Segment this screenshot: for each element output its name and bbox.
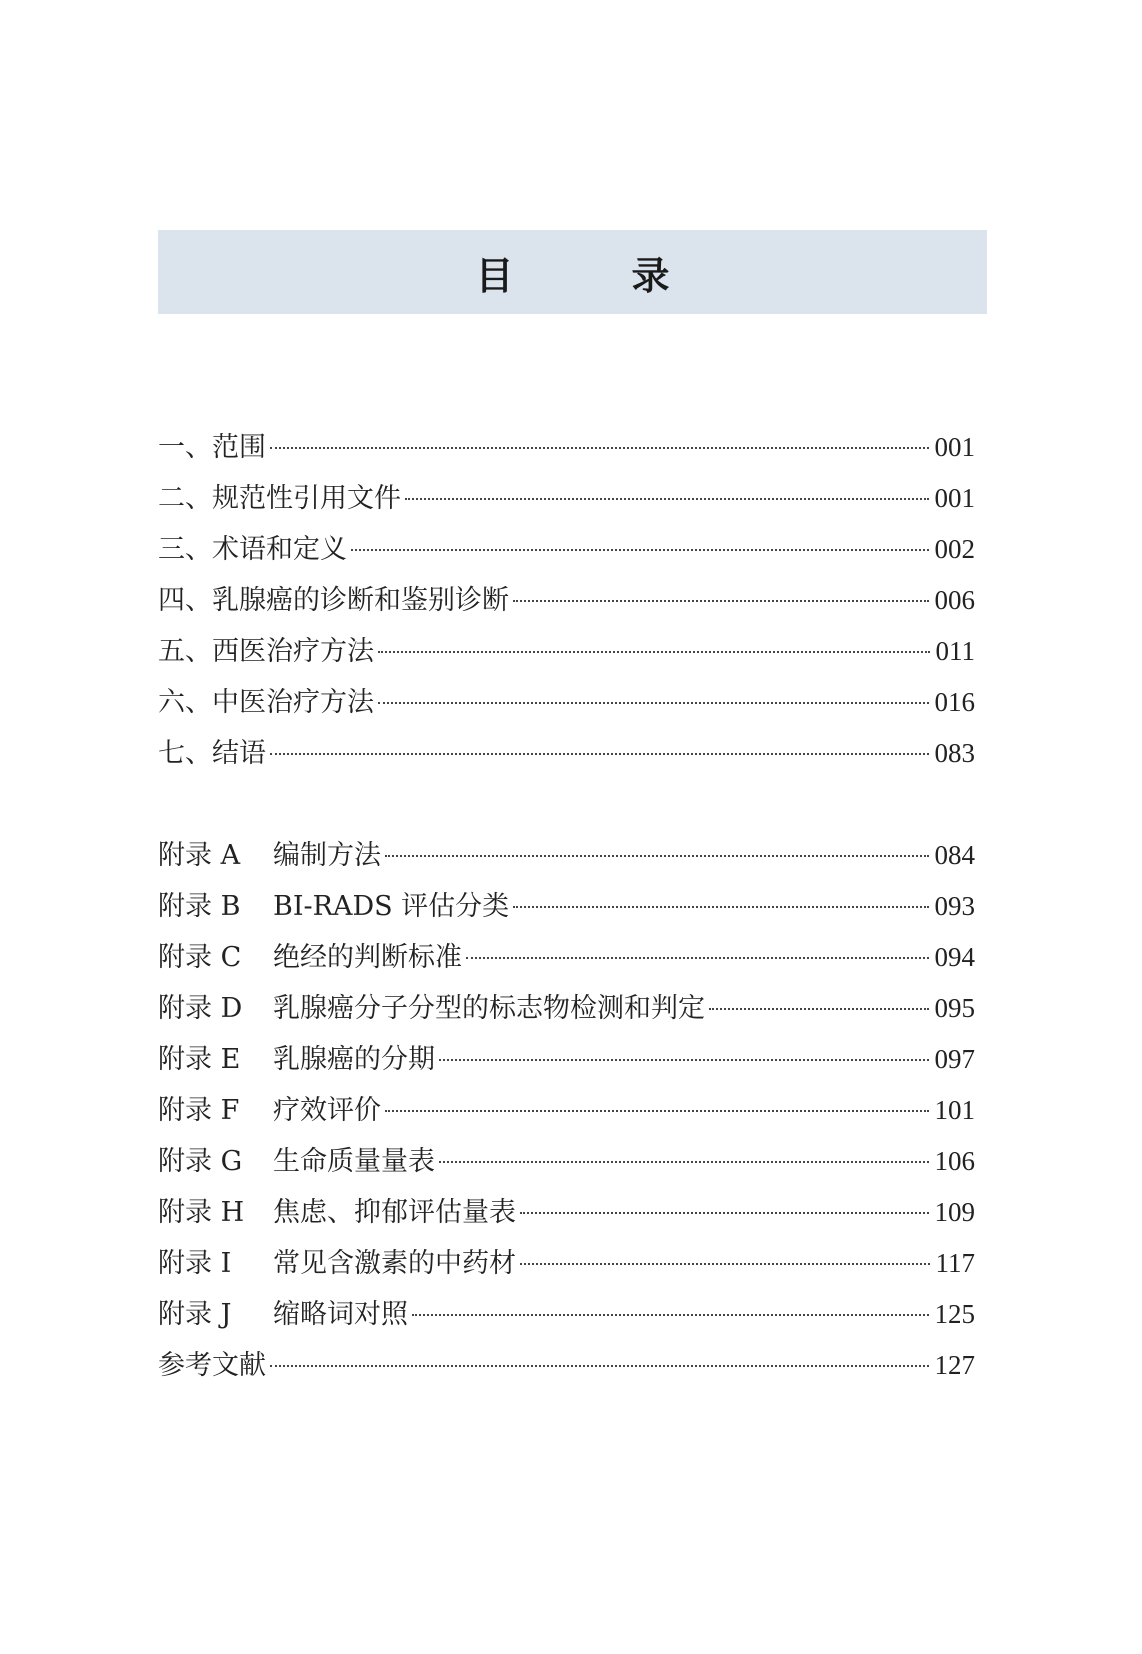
entry-title: 乳腺癌分子分型的标志物检测和判定 xyxy=(273,993,705,1024)
page-number: 001 xyxy=(934,483,975,513)
page-number: 011 xyxy=(935,636,975,666)
page-number: 101 xyxy=(934,1095,975,1125)
appendix-prefix: 附录 C xyxy=(158,942,242,973)
entry-title: 五、西医治疗方法 xyxy=(158,636,374,667)
dot-leader xyxy=(439,1059,929,1061)
toc-title: 目 录 xyxy=(475,252,710,298)
entry-title: 缩略词对照 xyxy=(273,1299,408,1330)
toc-entry[interactable] xyxy=(158,1289,975,1340)
dot-leader xyxy=(385,855,929,857)
toc-entry[interactable] xyxy=(158,830,975,881)
page-number: 125 xyxy=(934,1299,975,1329)
chapter-list xyxy=(158,422,975,779)
toc-entry[interactable] xyxy=(158,881,975,932)
page-number: 093 xyxy=(934,891,975,921)
dot-leader xyxy=(439,1161,929,1163)
toc-entry[interactable] xyxy=(158,1136,975,1187)
entry-title: 一、范围 xyxy=(158,432,266,463)
appendix-prefix: 附录 E xyxy=(158,1044,241,1075)
dot-leader xyxy=(351,549,929,551)
entry-title: 二、规范性引用文件 xyxy=(158,483,401,514)
dot-leader xyxy=(412,1314,929,1316)
toc-entry[interactable] xyxy=(158,728,975,779)
dot-leader xyxy=(513,600,929,602)
appendix-prefix: 附录 A xyxy=(158,840,241,871)
dot-leader xyxy=(466,957,929,959)
appendix-prefix: 附录 D xyxy=(158,993,243,1024)
dot-leader xyxy=(270,753,929,755)
toc-entry[interactable] xyxy=(158,473,975,524)
page-number: 117 xyxy=(935,1248,975,1278)
dot-leader xyxy=(709,1008,929,1010)
entry-title: 焦虑、抑郁评估量表 xyxy=(273,1197,516,1228)
entry-title: 三、术语和定义 xyxy=(158,534,347,565)
dot-leader xyxy=(385,1110,929,1112)
page-number: 016 xyxy=(934,687,975,717)
page-number: 127 xyxy=(934,1350,975,1380)
toc-entry[interactable] xyxy=(158,626,975,677)
entry-title: BI-RADS 评估分类 xyxy=(273,891,510,922)
dot-leader xyxy=(520,1263,930,1265)
dot-leader xyxy=(378,702,929,704)
page-number: 006 xyxy=(934,585,975,615)
entry-title: 绝经的判断标准 xyxy=(273,942,462,973)
page-number: 001 xyxy=(934,432,975,462)
toc-entry[interactable] xyxy=(158,1187,975,1238)
page-number: 084 xyxy=(934,840,975,870)
toc-entry[interactable] xyxy=(158,677,975,728)
entry-title: 七、结语 xyxy=(158,738,266,769)
appendix-prefix: 附录 B xyxy=(158,891,241,922)
appendix-prefix: 附录 I xyxy=(158,1248,232,1279)
entry-title: 疗效评价 xyxy=(273,1095,381,1126)
toc-entry[interactable] xyxy=(158,932,975,983)
page-number: 094 xyxy=(934,942,975,972)
entry-title: 六、中医治疗方法 xyxy=(158,687,374,718)
toc-entry[interactable] xyxy=(158,1085,975,1136)
appendix-prefix: 附录 F xyxy=(158,1095,240,1126)
entry-title: 编制方法 xyxy=(273,840,381,871)
entry-title: 参考文献 xyxy=(158,1350,266,1381)
toc-entry[interactable] xyxy=(158,983,975,1034)
dot-leader xyxy=(378,651,930,653)
entry-title: 常见含激素的中药材 xyxy=(273,1248,516,1279)
entry-title: 乳腺癌的分期 xyxy=(273,1044,435,1075)
toc-title-banner xyxy=(158,230,987,314)
page-number: 106 xyxy=(934,1146,975,1176)
page-number: 097 xyxy=(934,1044,975,1074)
toc-entry[interactable] xyxy=(158,575,975,626)
toc-entry[interactable] xyxy=(158,1340,975,1391)
toc-entry[interactable] xyxy=(158,524,975,575)
appendix-prefix: 附录 H xyxy=(158,1197,245,1228)
page-number: 083 xyxy=(934,738,975,768)
toc-entry[interactable] xyxy=(158,1034,975,1085)
page-number: 109 xyxy=(934,1197,975,1227)
dot-leader xyxy=(270,1365,929,1367)
dot-leader xyxy=(520,1212,929,1214)
page-number: 095 xyxy=(934,993,975,1023)
dot-leader xyxy=(270,447,929,449)
appendix-prefix: 附录 G xyxy=(158,1146,243,1177)
entry-title: 四、乳腺癌的诊断和鉴别诊断 xyxy=(158,585,509,616)
entry-title: 生命质量量表 xyxy=(273,1146,435,1177)
toc-entry[interactable] xyxy=(158,422,975,473)
dot-leader xyxy=(405,498,929,500)
page-number: 002 xyxy=(934,534,975,564)
appendix-prefix: 附录 J xyxy=(158,1299,232,1330)
dot-leader xyxy=(513,906,928,908)
appendix-list xyxy=(158,830,975,1391)
toc-entry[interactable] xyxy=(158,1238,975,1289)
